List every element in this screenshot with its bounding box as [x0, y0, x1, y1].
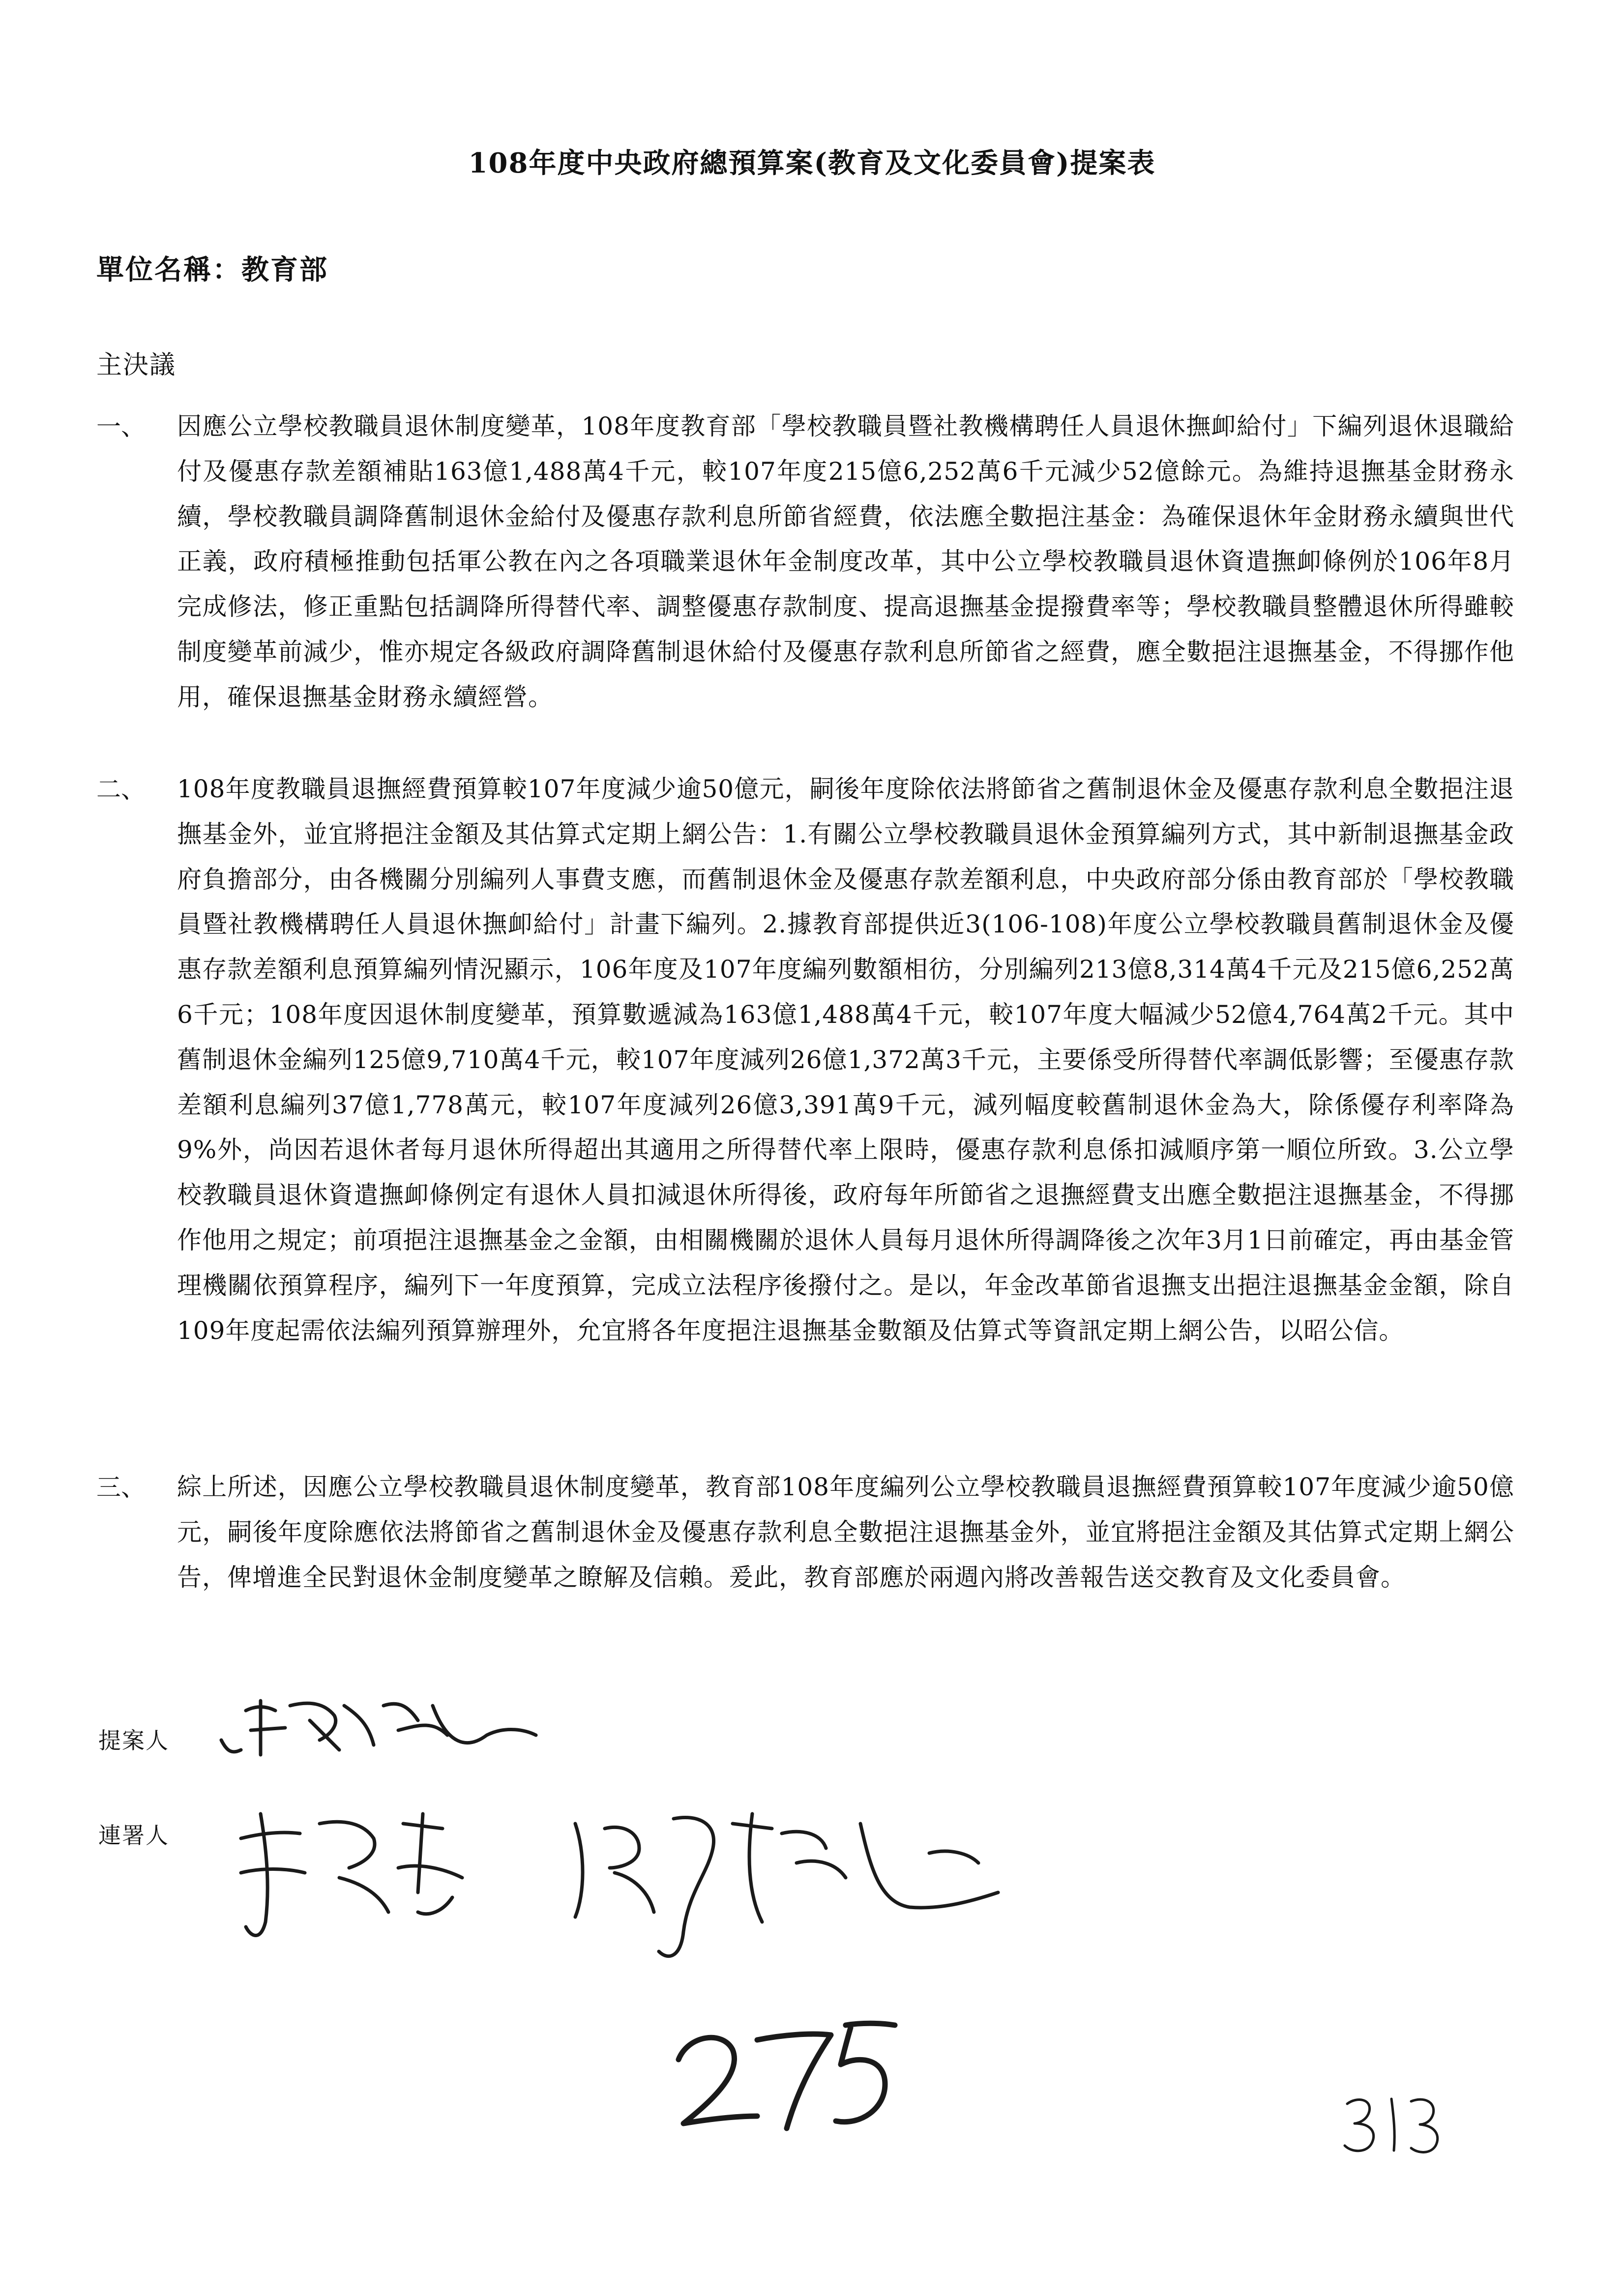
cosigner-label: 連署人	[98, 1822, 169, 1849]
cosigner-signatures	[231, 1794, 1067, 1971]
handwritten-page-number	[669, 2005, 905, 2138]
item-number: 一、	[96, 412, 146, 441]
item-text: 綜上所述，因應公立學校教職員退休制度變革，教育部108年度編列公立學校教職員退撫經費預算較107年度減少逾50億元，嗣後年度除應依法將節省之舊制退休金及優惠存款利息全數挹注退撫基金外，並宜將挹注金額及其估算式定期上網公告，俾增進全民對退休金制度變革之瞭解及信賴。爰此，教育部應於兩週內將改善報告送交教育及文化委員會。	[177, 1473, 1514, 1592]
handwritten-sheet-number	[1337, 2084, 1455, 2158]
main-resolution-label: 主決議	[96, 350, 177, 380]
proposer-label: 提案人	[98, 1727, 169, 1754]
proposer-signature	[211, 1676, 546, 1774]
item-number: 二、	[96, 775, 146, 804]
unit-name: 單位名稱：教育部	[96, 254, 328, 286]
item-text: 因應公立學校教職員退休制度變革，108年度教育部「學校教職員暨社教機構聘任人員退休撫卹給付」下編列退休退職給付及優惠存款差額補貼163億1,488萬4千元，較107年度215億6,252萬6千元減少52億餘元。為維持退撫基金財務永續，學校教職員調降舊制退休金給付及優惠存款利息所節省經費，依法應全數挹注基金：為確保退休年金財務永續與世代正義，政府積極推動包括軍公教在內之各項職業退休年金制度改革，其中公立學校教職員退休資遣撫卹條例於106年8月完成修法，修正重點包括調降所得替代率、調整優惠存款制度、提高退撫基金提撥費率等；學校教職員整體退休所得雖較制度變革前減少，惟亦規定各級政府調降舊制退休給付及優惠存款利息所節省之經費，應全數挹注退撫基金，不得挪作他用，確保退撫基金財務永續經營。	[177, 412, 1514, 711]
item-number: 三、	[96, 1473, 146, 1502]
item-text: 108年度教職員退撫經費預算較107年度減少逾50億元，嗣後年度除依法將節省之舊制退休金及優惠存款利息全數挹注退撫基金外，並宜將挹注金額及其估算式定期上網公告：1.有關公立學校教職員退休金預算編列方式，其中新制退撫基金政府負擔部分，由各機關分別編列人事費支應，而舊制退休金及優惠存款差額利息，中央政府部分係由教育部於「學校教職員暨社教機構聘任人員退休撫卹給付」計畫下編列。2.據教育部提供近3(106-108)年度公立學校教職員舊制退休金及優惠存款差額利息預算編列情況顯示，106年度及107年度編列數額相彷，分別編列213億8,314萬4千元及215億6,252萬6千元；108年度因退休制度變革，預算數遞減為163億1,488萬4千元，較107年度大幅減少52億4,764萬2千元。其中舊制退休金編列125億9,710萬4千元，較107年度減列26億1,372萬3千元，主要係受所得替代率調低影響；至優惠存款差額利息編列37億1,778萬元，較107年度減列26億3,391萬9千元，減列幅度較舊制退休金為大，除係優存利率降為9%外，尚因若退休者每月退休所得超出其適用之所得替代率上限時，優惠存款利息係扣減順序第一順位所致。3.公立學校教職員退休資遣撫卹條例定有退休人員扣減退休所得後，政府每年所節省之退撫經費支出應全數挹注退撫基金，不得挪作他用之規定；前項挹注退撫基金之金額，由相關機關於退休人員每月退休所得調降後之次年3月1日前確定，再由基金管理機關依預算程序，編列下一年度預算，完成立法程序後撥付之。是以，年金改革節省退撫支出挹注退撫基金金額，除自109年度起需依法編列預算辦理外，允宜將各年度挹注退撫基金數額及估算式等資訊定期上網公告，以昭公信。	[177, 775, 1514, 1345]
document-title: 108年度中央政府總預算案(教育及文化委員會)提案表	[468, 147, 1156, 179]
